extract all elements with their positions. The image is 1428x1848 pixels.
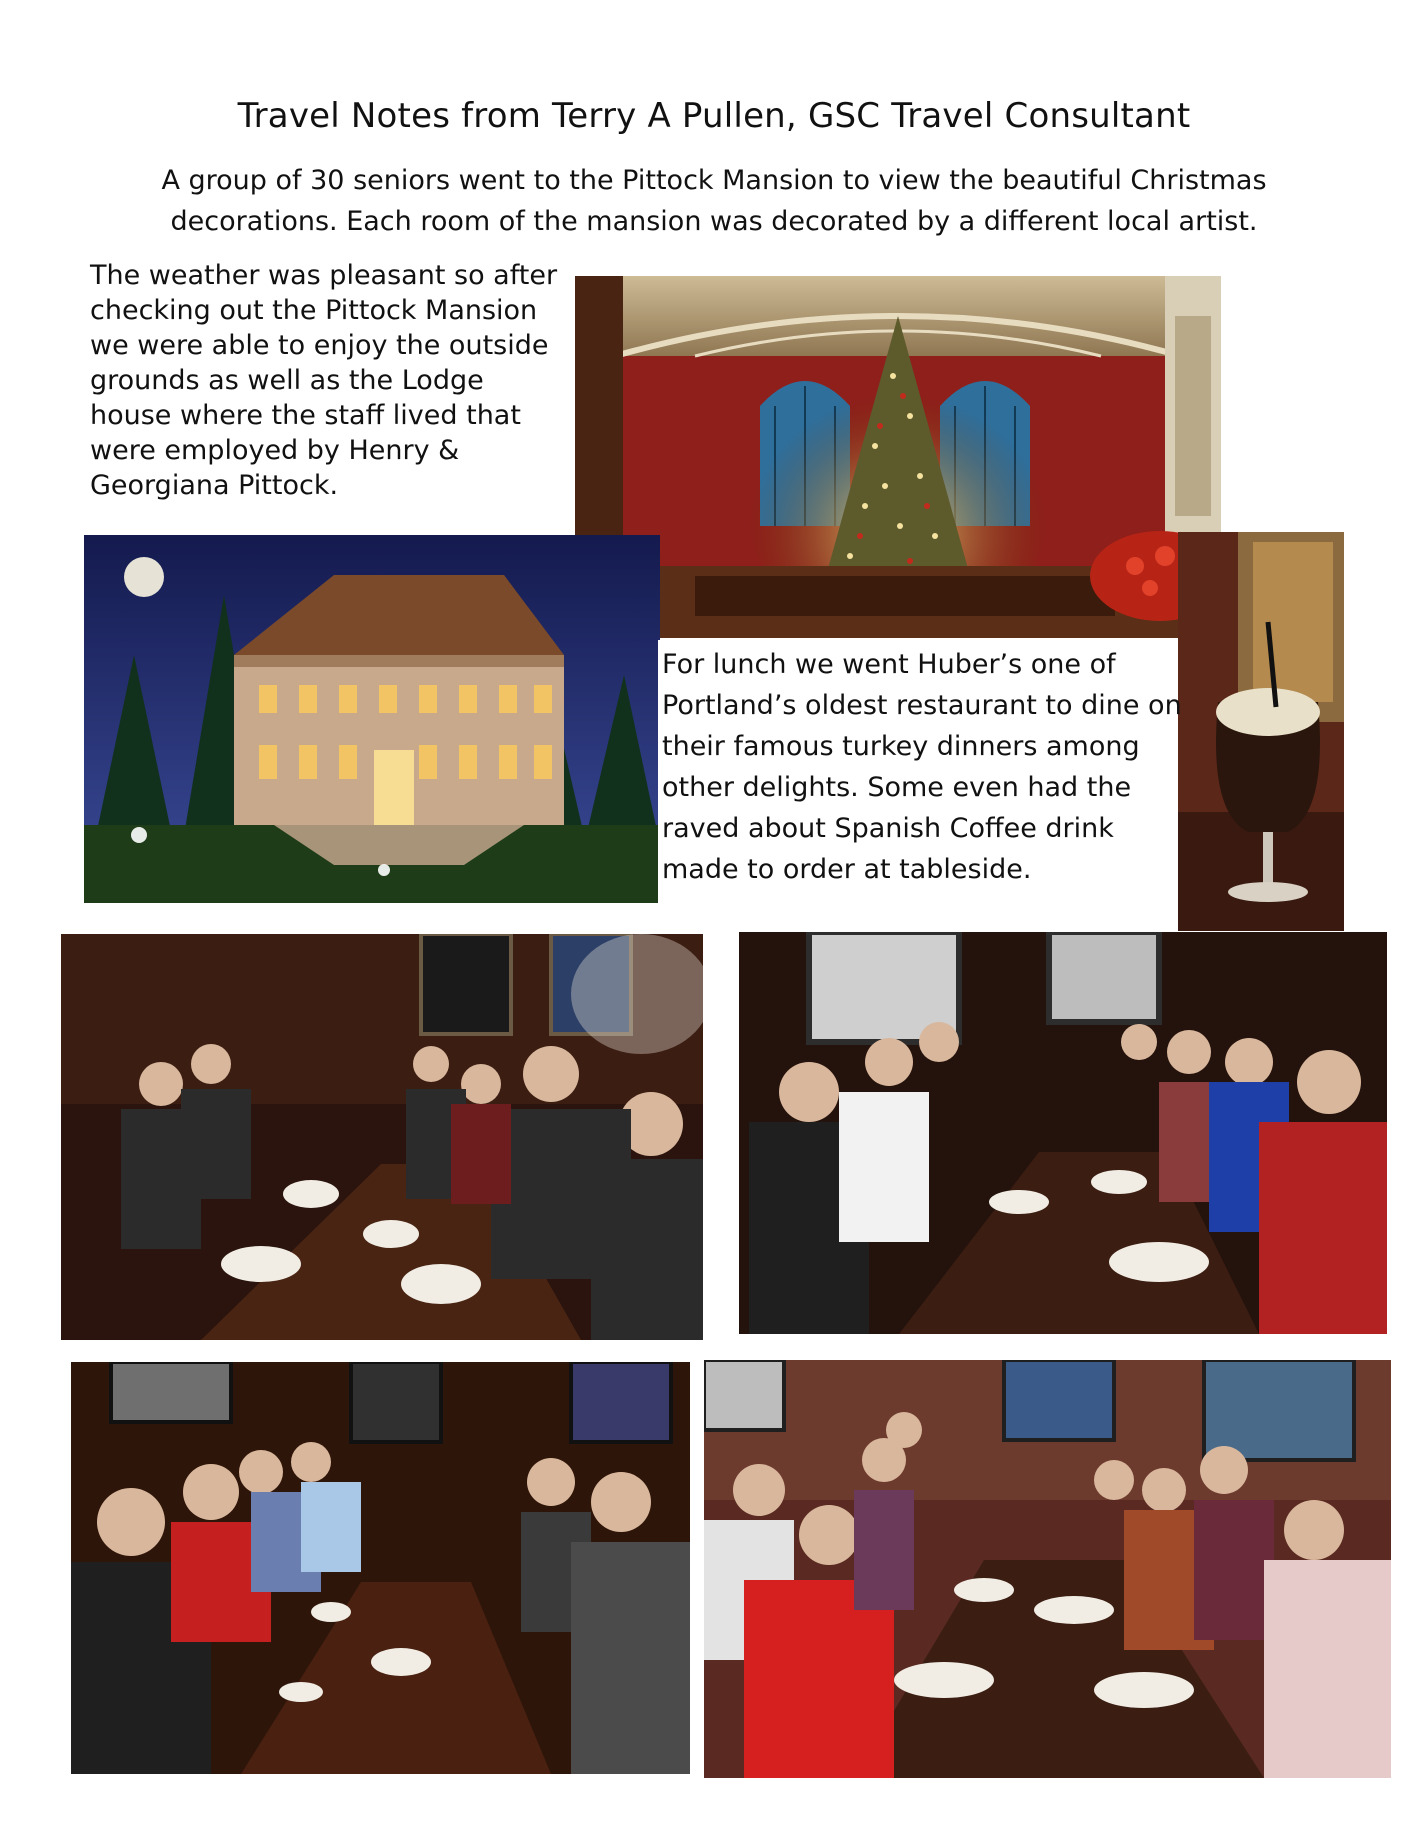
page-title: Travel Notes from Terry A Pullen, GSC Travel Consultant (237, 96, 1191, 136)
lunch-paragraph: For lunch we went Huber’s one of Portland’s oldest restaurant to dine on their famous turkey dinners among other delights. Some even had the raved about Spanish Coffee drink made to order at tableside. (662, 649, 1182, 885)
group-photo-3 (71, 1362, 690, 1774)
weather-paragraph: The weather was pleasant so after checking out the Pittock Mansion we were able to enjoy the outside grounds as well as the Lodge house where the staff lived that were employed by Henry & Georgiana Pittock. (90, 260, 558, 501)
mansion-interior-christmas-tree-photo (575, 276, 1221, 638)
group-photo-1 (61, 934, 703, 1340)
intro-paragraph: A group of 30 seniors went to the Pittock Mansion to view the beautiful Christmas decorations. Each room of the mansion was decorated by a different local artist. (161, 165, 1267, 237)
group-photo-2 (739, 932, 1387, 1334)
group-photo-4 (704, 1360, 1391, 1778)
mansion-exterior-night-photo (84, 535, 660, 903)
spanish-coffee-photo (1178, 532, 1344, 931)
